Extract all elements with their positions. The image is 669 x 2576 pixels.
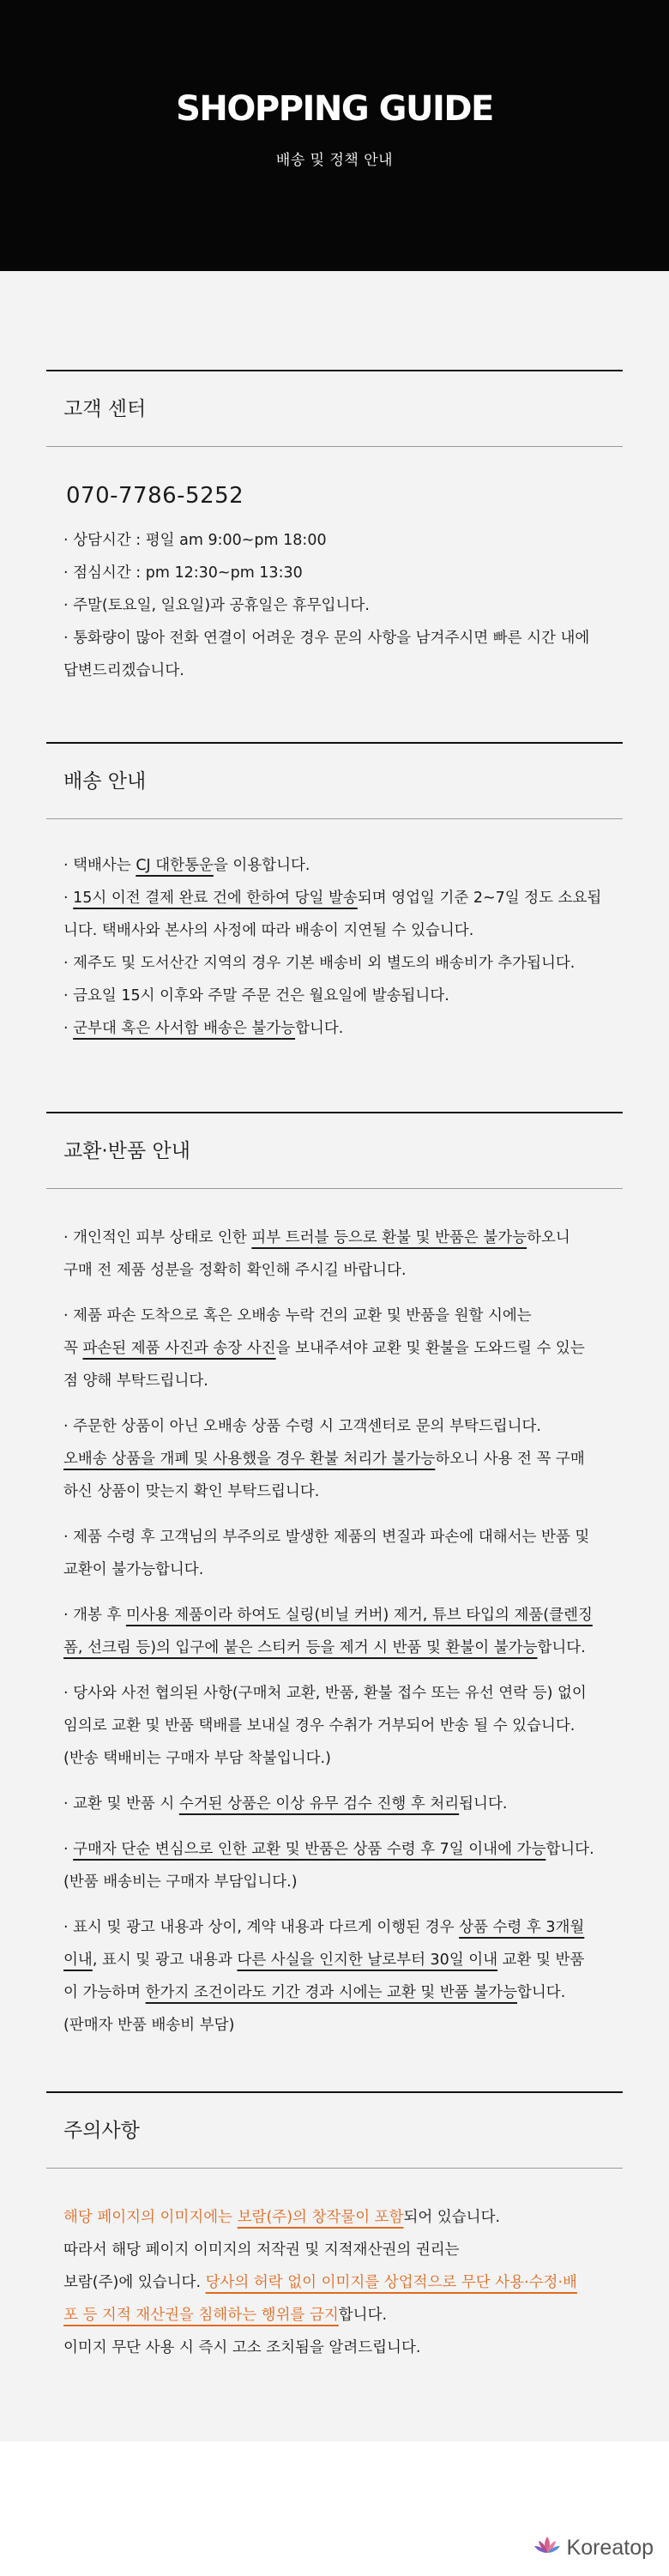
busy-line: · 통화량이 많아 전화 연결이 어려운 경우 문의 사항을 남겨주시면 빠른 시간 내에 xyxy=(63,630,590,647)
guide-content xyxy=(0,271,669,2441)
friday-line: · 금요일 15시 이후와 주말 주문 건은 월요일에 발송됩니다. xyxy=(63,987,449,1004)
lotus-icon xyxy=(533,2535,562,2561)
page-header xyxy=(0,0,669,271)
page-title: SHOPPING GUIDE xyxy=(176,89,493,129)
carrier-line: · 택배사는 CJ 대한통운을 이용합니다. xyxy=(63,857,310,874)
logo-text: Koreatop xyxy=(566,2535,654,2560)
exchange-item: · 제품 파손 도착으로 혹은 오배송 누락 건의 교환 및 반품을 원할 시에는 꼭 파손된 제품 사진과 송장 사진을 보내주셔야 교환 및 환불을 도와드릴 수 있는 점 양해 부탁드립니다. xyxy=(63,1307,585,1390)
notice-line: 보람(주)에 있습니다. 당사의 허락 없이 이미지를 상업적으로 무단 사용·수정·배 xyxy=(63,2274,577,2291)
busy-line-cont: 답변드리겠습니다. xyxy=(63,662,184,679)
notice-line: 포 등 지적 재산권을 침해하는 행위를 금지합니다. xyxy=(63,2307,388,2324)
holiday-line: · 주말(토요일, 일요일)과 공휴일은 휴무입니다. xyxy=(63,597,370,614)
page-subtitle: 배송 및 정책 안내 xyxy=(275,152,394,169)
exchange-section xyxy=(46,1112,623,2042)
section-title: 교환·반품 안내 xyxy=(46,1113,623,1189)
notice-line: 해당 페이지의 이미지에는 보람(주)의 창작물이 포함되어 있습니다. xyxy=(63,2209,501,2226)
hours-line: · 상담시간 : 평일 am 9:00~pm 18:00 xyxy=(63,532,327,549)
koreatop-logo xyxy=(533,2535,654,2561)
military-line: · 군부대 혹은 사서함 배송은 불가능합니다. xyxy=(63,1020,344,1037)
section-title: 주의사항 xyxy=(46,2093,623,2169)
section-title: 배송 안내 xyxy=(46,744,623,819)
lunch-line: · 점심시간 : pm 12:30~pm 13:30 xyxy=(63,564,303,582)
exchange-item: · 개봉 후 미사용 제품이라 하여도 실링(비닐 커버) 제거, 튜브 타입의 제품(클렌징 폼, 선크림 등)의 입구에 붙은 스티커 등을 제거 시 반품 및 환불이 불가능합니다. xyxy=(63,1607,593,1656)
section-title: 고객 센터 xyxy=(46,371,623,447)
page-footer xyxy=(0,2441,669,2576)
notice-section xyxy=(46,2091,623,2364)
exchange-item: · 구매자 단순 변심으로 인한 교환 및 반품은 상품 수령 후 7일 이내에 가능합니다. (반품 배송비는 구매자 부담입니다.) xyxy=(63,1841,594,1891)
exchange-item: · 교환 및 반품 시 수거된 상품은 이상 유무 검수 진행 후 처리됩니다. xyxy=(63,1795,508,1813)
notice-line: 따라서 해당 페이지 이미지의 저작권 및 지적재산권의 권리는 xyxy=(63,2241,460,2259)
exchange-item: · 표시 및 광고 내용과 상이, 계약 내용과 다르게 이행된 경우 상품 수령 후 3개월 이내, 표시 및 광고 내용과 다른 사실을 인지한 날로부터 30일 이내 교환 및 반품 이 가능하며 한가지 조건이라도 기간 경과 시에는 교환 및 반품 불가능합니다. (판매자 반품 배송비 부담) xyxy=(63,1919,585,2034)
same-day-line: · 15시 이전 결제 완료 건에 한하여 당일 발송되며 영업일 기준 2~7일 정도 소요됩 xyxy=(63,890,602,907)
jeju-line: · 제주도 및 도서산간 지역의 경우 기본 배송비 외 별도의 배송비가 추가됩니다. xyxy=(63,955,576,972)
exchange-item: · 개인적인 피부 상태로 인한 피부 트러블 등으로 환불 및 반품은 불가능하오니 구매 전 제품 성분을 정확히 확인해 주시길 바랍니다. xyxy=(63,1229,570,1279)
notice-line: 이미지 무단 사용 시 즉시 고소 조치됨을 알려드립니다. xyxy=(63,2339,421,2356)
exchange-item: · 주문한 상품이 아닌 오배송 상품 수령 시 고객센터로 문의 부탁드립니다. 오배송 상품을 개폐 및 사용했을 경우 환불 처리가 불가능하오니 사용 전 꼭 구매 하신 상품이 맞는지 확인 부탁드립니다. xyxy=(63,1418,585,1500)
customer-center-section xyxy=(46,370,623,687)
exchange-item: · 제품 수령 후 고객님의 부주의로 발생한 제품의 변질과 파손에 대해서는 반품 및 교환이 불가능합니다. xyxy=(63,1529,590,1578)
shipping-section xyxy=(46,742,623,1045)
exchange-item: · 당사와 사전 협의된 사항(구매처 교환, 반품, 환불 접수 또는 유선 연락 등) 없이 임의로 교환 및 반품 택배를 보내실 경우 수취가 거부되어 반송 될 수 있습니다. (반송 택배비는 구매자 부담 착불입니다.) xyxy=(63,1685,587,1767)
phone-number: 070-7786-5252 xyxy=(66,483,244,509)
delay-line: 니다. 택배사와 본사의 사정에 따라 배송이 지연될 수 있습니다. xyxy=(63,922,474,939)
